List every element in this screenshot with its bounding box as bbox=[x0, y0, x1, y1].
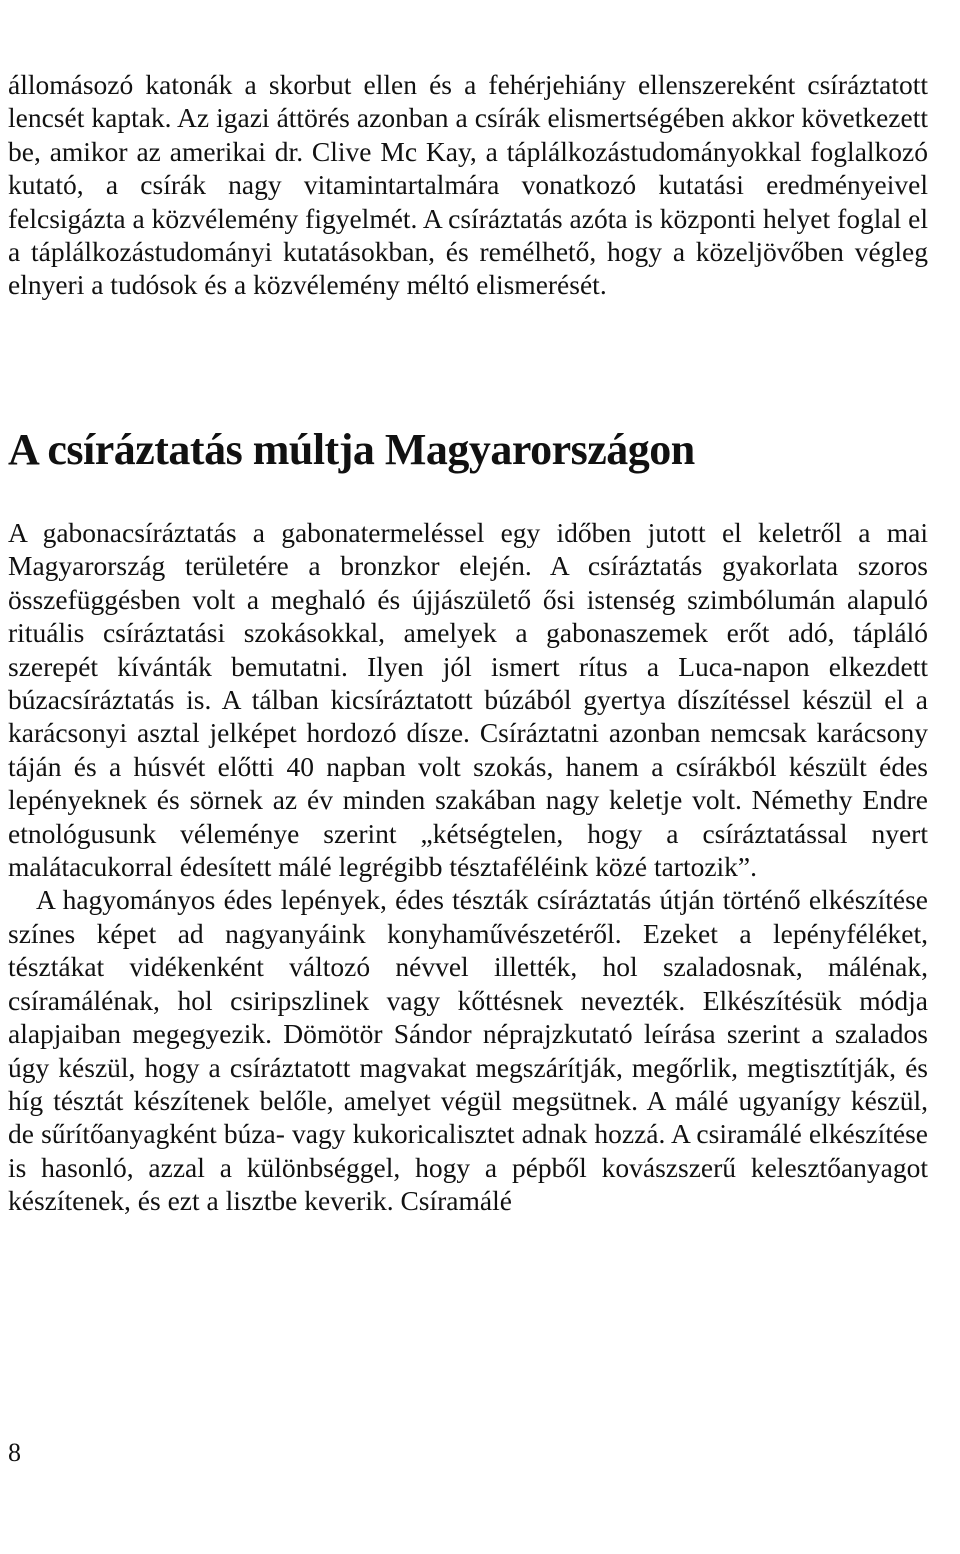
section-paragraph-2: A hagyományos édes lepények, édes tészták csíráztatás útján történő elkészítése színes képet ad nagyanyáink konyhaművészetéről. Ezeket a lepényféléket, tésztákat vidékenként változó névvel illették, hol szaladosnak, málénak, csíramálénak, hol csiripszlinek vagy kőttésnek nevezték. Elkészítésük módja alapjaiban megegyezik. Dömötör Sándor néprajzkutató leírása szerint a szalados úgy készül, hogy a csíráztatott magvakat megszárítják, megőrlik, megtisztítják, és híg tésztát készítenek belőle, amelyet végül megsütnek. A málé ugyanígy készül, de sűrítőanyagként búza- vagy kukoricalisztet adnak hozzá. A csiramálé elkészítése is hasonló, azzal a különbséggel, hogy a pépből kovászszerű kelesztőanyagot készítenek, és ezt a lisztbe keverik. Csíramálé bbox=[8, 884, 928, 1217]
section-heading: A csíráztatás múltja Magyarországon bbox=[8, 425, 695, 474]
intro-paragraph: állomásozó katonák a skorbut ellen és a fehérjehiány ellenszereként csíráztatott lencsét kaptak. Az igazi áttörés azonban a csírák elismertségében akkor következett be, amikor az amerikai dr. Clive Mc Kay, a táplálkozástudományokkal foglalkozó kutató, a csírák nagy vitamintartalmára vonatkozó kutatási eredményeivel felcsigázta a közvélemény figyelmét. A csíráztatás azóta is központi helyet foglal el a táplálkozástudományi kutatásokban, és remélhető, hogy a közeljövőben végleg elnyeri a tudósok és a közvélemény méltó elismerését. bbox=[8, 69, 928, 301]
book-page bbox=[8, 0, 928, 1554]
section-body bbox=[8, 516, 928, 1218]
section-paragraph-1: A gabonacsíráztatás a gabonatermeléssel egy időben jutott el keletről a mai Magyarország területére a bronzkor elején. A csíráztatás gyakorlata szoros összefüggésben volt a meghaló és újjászülető ősi istenség szimbólumán alapuló rituális csíráztatási szokásokkal, amelyek a gabonaszemek erőt adó, tápláló szerepét kívánták bemutatni. Ilyen jól ismert rítus a Luca-napon elkezdett búzacsíráztatás is. A tálban kicsíráztatott búzából gyertya díszítéssel készül el a karácsonyi asztal jelképet hordozó dísze. Csíráztatni azonban nemcsak karácsony táján és a húsvét előtti 40 napban volt szokás, hanem a csírákból készült édes lepényeknek és sörnek az év minden szakában nagy keletje volt. Némethy Endre etnológusunk véleménye szerint „kétségtelen, hogy a csíráztatással nyert malátacukorral édesített málé legrégibb tésztaféléink közé tartozik”. bbox=[8, 517, 928, 883]
page-number: 8 bbox=[8, 1438, 21, 1467]
